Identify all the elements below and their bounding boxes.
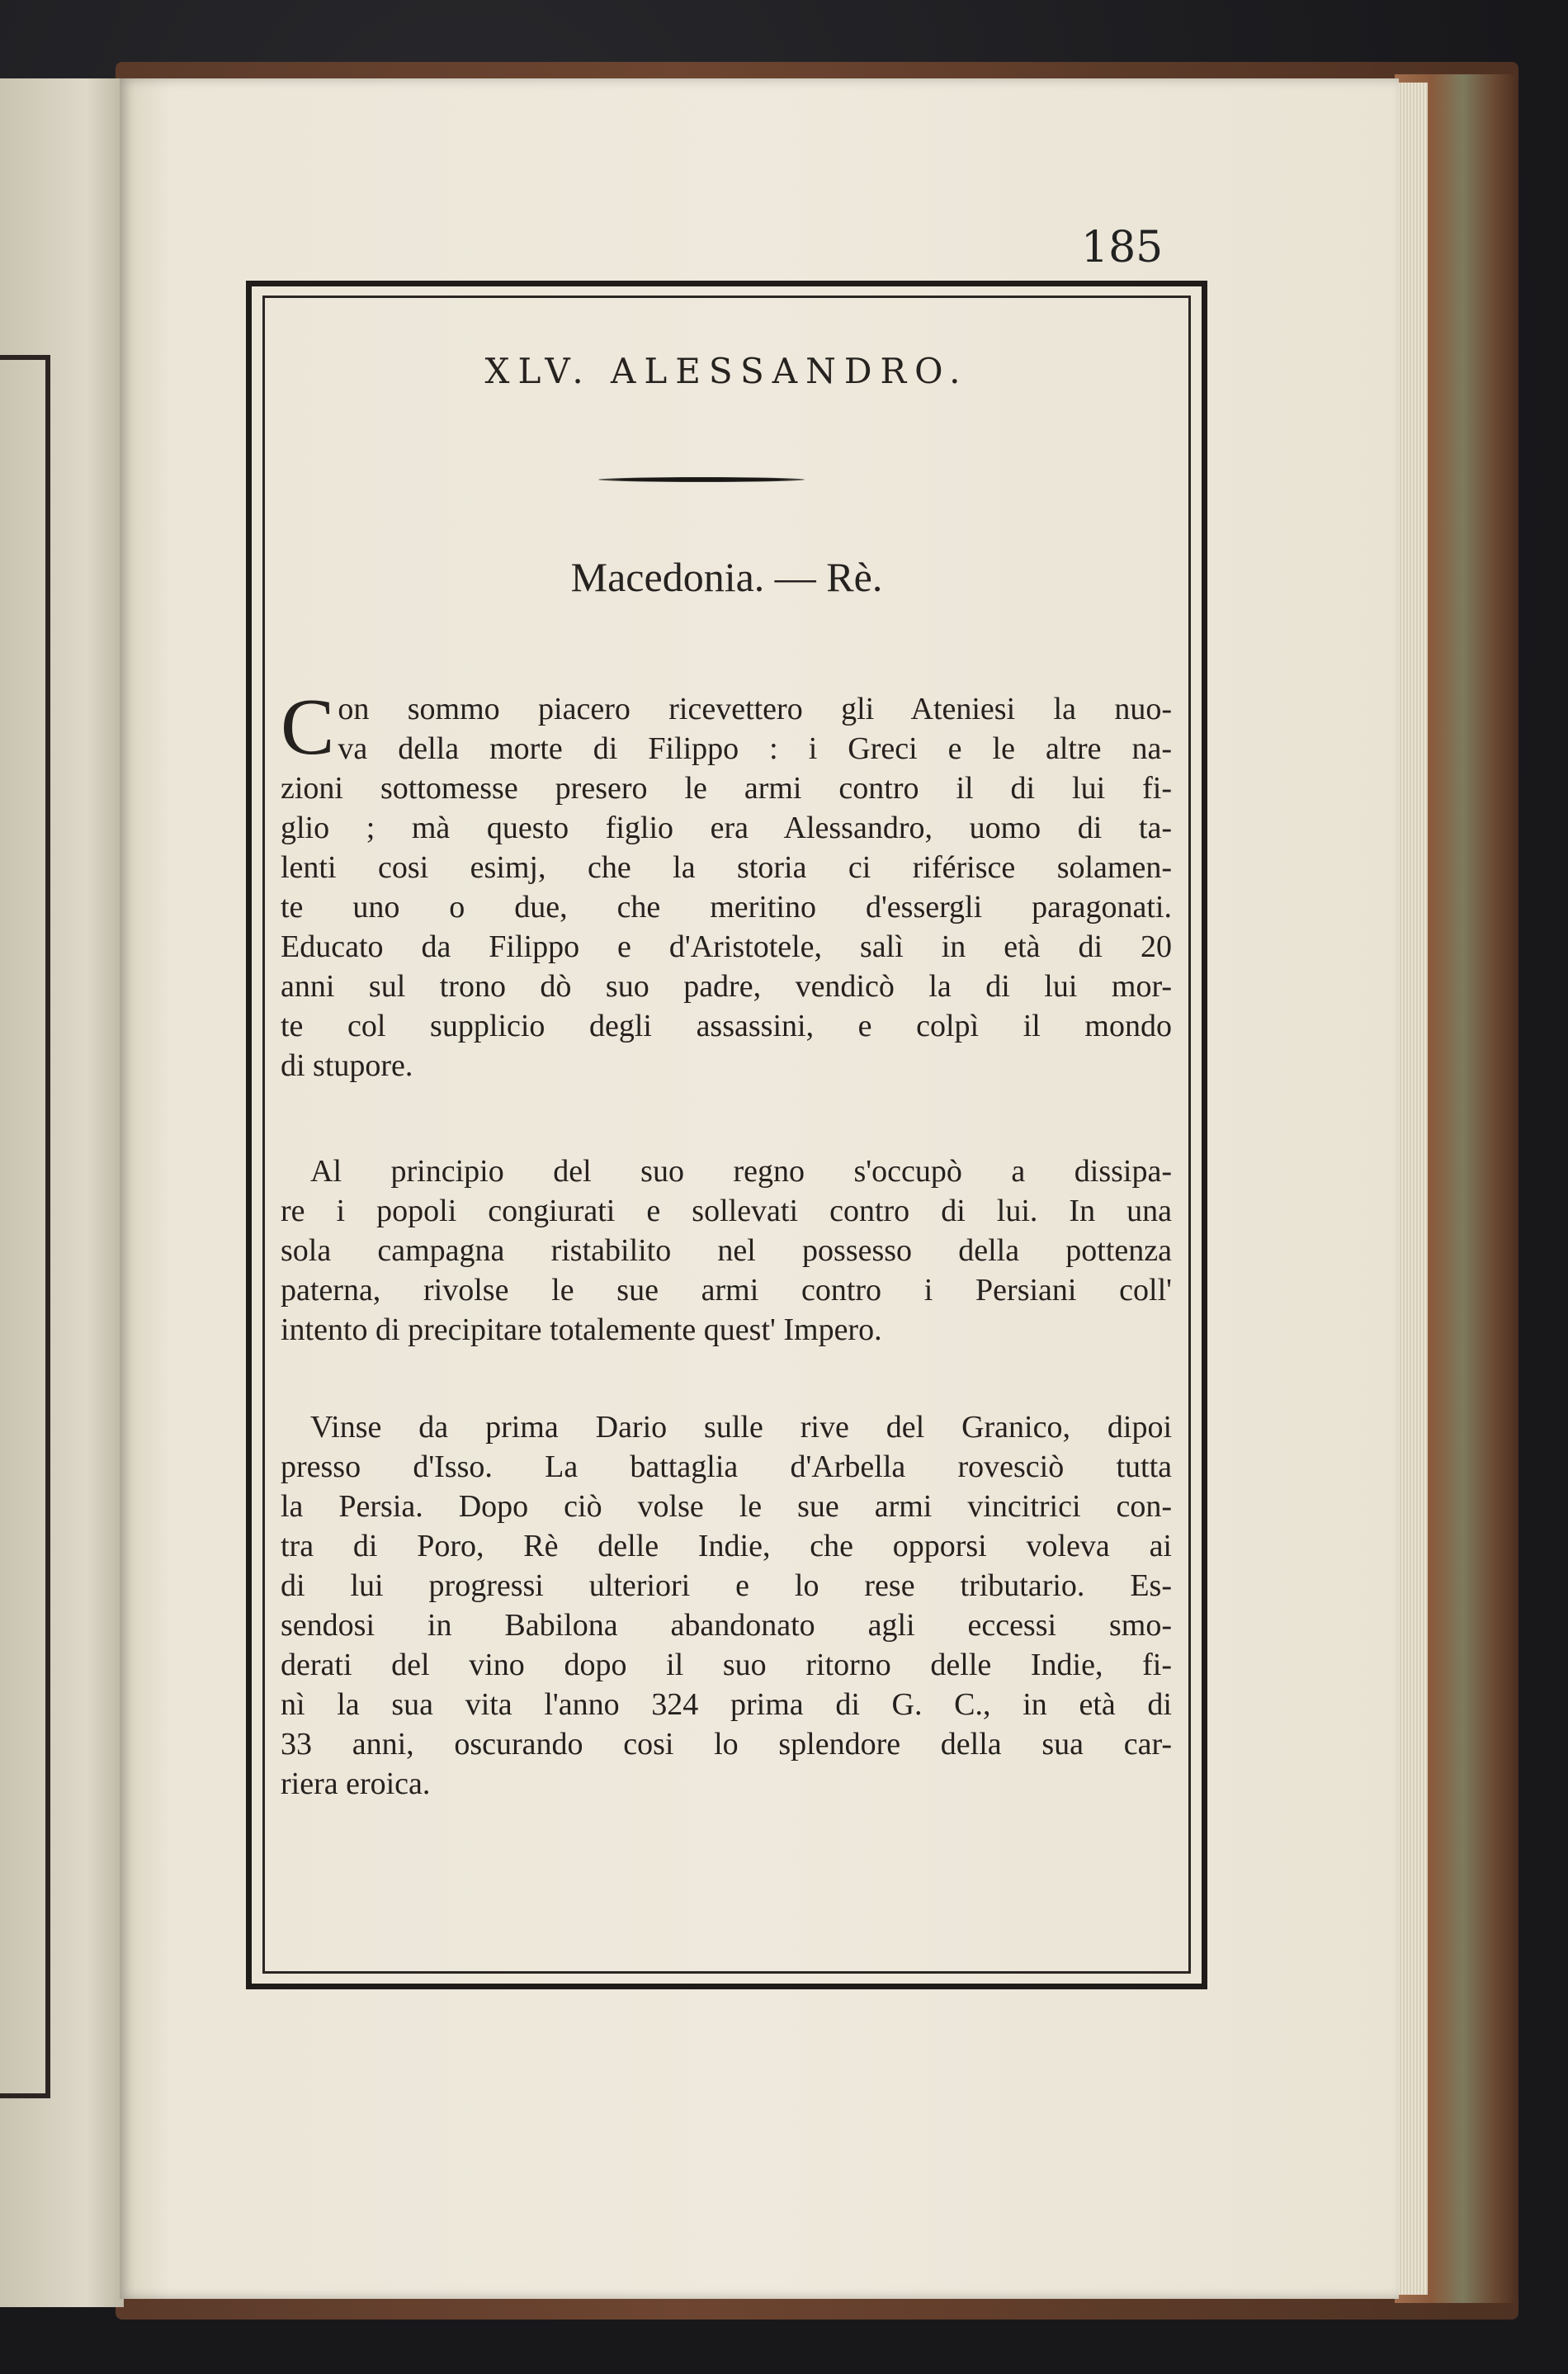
text-line: on sommo piacero ricevettero gli Ateniesi la nuo-	[338, 692, 1172, 726]
text-line: glio ; mà questo figlio era Alessandro, uomo di ta-	[281, 811, 1172, 845]
text-line: zioni sottomesse presero le armi contro il di lui fi-	[281, 771, 1172, 806]
text-line: di lui progressi ulteriori e lo rese tributario. Es-	[281, 1568, 1172, 1603]
left-page	[0, 78, 124, 2307]
text-line: Educato da Filippo e d'Aristotele, salì in età di 20	[281, 929, 1172, 964]
text-line: 33 anni, oscurando cosi lo splendore della sua car-	[281, 1727, 1172, 1762]
text-line: derati del vino dopo il suo ritorno delle Indie, fi-	[281, 1648, 1172, 1682]
text-line: nì la sua vita l'anno 324 prima di G. C., in età di	[281, 1687, 1172, 1722]
chapter-title: XLV. ALESSANDRO.	[484, 351, 969, 391]
text-line: va della morte di Filippo : i Greci e le altre na-	[338, 731, 1172, 766]
page-number: 185	[1081, 223, 1164, 272]
page-stack	[1395, 83, 1428, 2295]
paragraph-1	[281, 683, 1172, 1085]
text-line: paterna, rivolse le sue armi contro i Persiani coll'	[281, 1273, 1172, 1308]
text-line: sendosi in Babilona abandonato agli eccessi smo-	[281, 1608, 1172, 1643]
text-line: la Persia. Dopo ciò volse le sue armi vincitrici con-	[281, 1489, 1172, 1524]
text-line: di stupore.	[281, 1048, 413, 1083]
text-line: intento di precipitare totalemente quest' Impero.	[281, 1312, 882, 1347]
paragraph-2	[281, 1152, 1172, 1350]
text-line: Vinse da prima Dario sulle rive del Granico, dipoi	[310, 1410, 1172, 1445]
text-line: sola campagna ristabilito nel possesso della pottenza	[281, 1233, 1172, 1268]
text-line: anni sul trono dò suo padre, vendicò la di lui mor-	[281, 969, 1172, 1004]
ornamental-rule	[598, 477, 805, 482]
text-line: te col supplicio degli assassini, e colpì il mondo	[281, 1009, 1172, 1043]
text-line: lenti cosi esimj, che la storia ci riférisce solamen-	[281, 850, 1172, 885]
text-line: presso d'Isso. La battaglia d'Arbella rovesciò tutta	[281, 1449, 1172, 1484]
text-line: riera eroica.	[281, 1766, 431, 1801]
text-line: re i popoli congiurati e sollevati contro di lui. In una	[281, 1194, 1172, 1228]
chapter-subtitle: Macedonia. — Rè.	[570, 554, 883, 600]
left-page-frame	[0, 355, 50, 2098]
paragraph-3	[281, 1407, 1172, 1804]
text-line: te uno o due, che meritino d'essergli paragonati.	[281, 890, 1172, 925]
text-line: Al principio del suo regno s'occupò a dissipa-	[310, 1154, 1172, 1189]
text-line: tra di Poro, Rè delle Indie, che opporsi voleva ai	[281, 1529, 1172, 1563]
drop-cap: C	[281, 683, 335, 772]
